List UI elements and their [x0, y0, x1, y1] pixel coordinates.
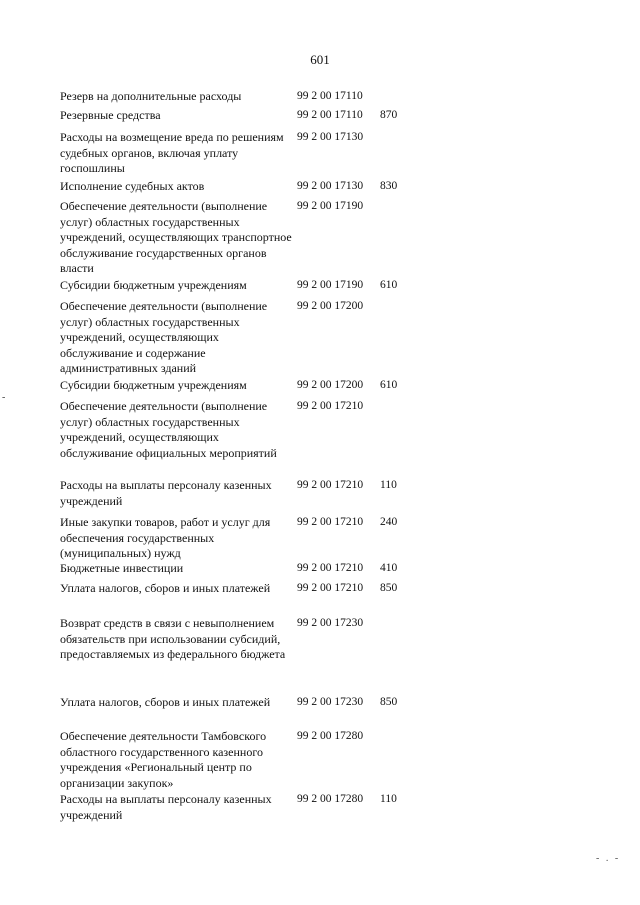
row-vr: 850 — [380, 696, 398, 708]
row-vr: 610 — [380, 379, 398, 391]
row-csr: 99 2 00 17280 — [297, 793, 364, 805]
row-name: Расходы на возмещение вреда по решениям судебных органов, включая уплату госпошлины — [60, 130, 284, 175]
corner-mark: - . - — [596, 853, 621, 864]
row-name: Расходы на выплаты персоналу казенных учреждений — [60, 792, 272, 822]
row-name: Обеспечение деятельности (выполнение услуг) областных государственных учреждений, осуществляющих транспортное обслуживание государственных органов власти — [60, 199, 292, 275]
row-csr: 99 2 00 17210 — [297, 582, 364, 594]
row-csr: 99 2 00 17230 — [297, 617, 364, 629]
row-csr: 99 2 00 17280 — [297, 730, 364, 742]
row-csr: 99 2 00 17210 — [297, 479, 364, 491]
row-name: Обеспечение деятельности (выполнение услуг) областных государственных учреждений, осуществляющих обслуживание и содержание административных зданий — [60, 299, 268, 375]
row-csr: 99 2 00 17190 — [297, 200, 364, 212]
row-name: Обеспечение деятельности (выполнение услуг) областных государственных учреждений, осуществляющих обслуживание официальных мероприятий — [60, 399, 277, 460]
row-name: Уплата налогов, сборов и иных платежей — [60, 695, 271, 709]
row-name: Иные закупки товаров, работ и услуг для обеспечения государственных (муниципальных) нужд — [60, 515, 271, 560]
row-vr: 610 — [380, 279, 398, 291]
row-name: Исполнение судебных актов — [60, 179, 205, 193]
row-vr: 870 — [380, 109, 398, 121]
margin-mark: - — [2, 392, 6, 403]
row-vr: 240 — [380, 516, 398, 528]
row-csr: 99 2 00 17110 — [297, 90, 363, 102]
row-csr: 99 2 00 17130 — [297, 180, 364, 192]
row-vr: 110 — [380, 793, 397, 805]
page-number: 601 — [310, 52, 330, 67]
row-csr: 99 2 00 17200 — [297, 300, 364, 312]
row-csr: 99 2 00 17210 — [297, 562, 364, 574]
row-name: Субсидии бюджетным учреждениям — [60, 378, 247, 392]
row-name: Бюджетные инвестиции — [60, 561, 184, 575]
row-name: Возврат средств в связи с невыполнением обязательств при использовании субсидий, предоставляемых из федерального бюджета — [60, 616, 286, 661]
row-csr: 99 2 00 17230 — [297, 696, 364, 708]
row-vr: 410 — [380, 562, 398, 574]
row-csr: 99 2 00 17190 — [297, 279, 364, 291]
row-name: Резервные средства — [60, 108, 161, 122]
row-csr: 99 2 00 17200 — [297, 379, 364, 391]
row-name: Уплата налогов, сборов и иных платежей — [60, 581, 271, 595]
row-csr: 99 2 00 17210 — [297, 400, 364, 412]
row-name: Расходы на выплаты персоналу казенных учреждений — [60, 478, 272, 508]
row-vr: 850 — [380, 582, 398, 594]
row-vr: 830 — [380, 180, 398, 192]
row-csr: 99 2 00 17110 — [297, 109, 363, 121]
row-name: Резерв на дополнительные расходы — [60, 89, 242, 103]
row-vr: 110 — [380, 479, 397, 491]
row-csr: 99 2 00 17130 — [297, 131, 364, 143]
row-name: Обеспечение деятельности Тамбовского областного государственного казенного учреждения «Региональный центр по организации закупок» — [60, 729, 267, 790]
row-csr: 99 2 00 17210 — [297, 516, 364, 528]
row-name: Субсидии бюджетным учреждениям — [60, 278, 247, 292]
